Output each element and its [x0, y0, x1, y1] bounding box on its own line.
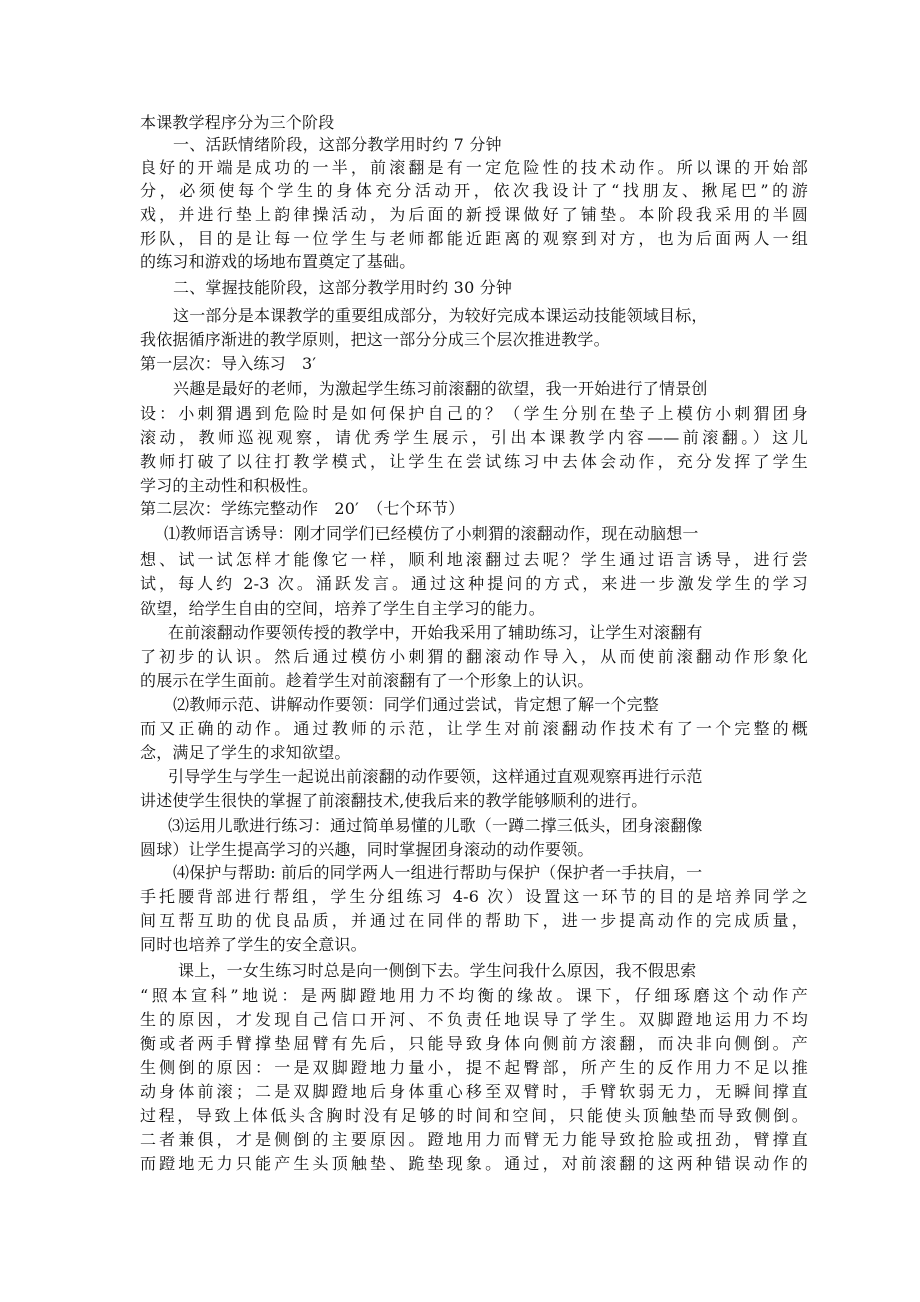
text-line: 了初步的认识。然后通过模仿小刺猬的翻滚动作导入，从而使前滚翻动作形象化: [140, 647, 808, 666]
text-line: 动身体前滚；二是双脚蹬地后身体重心移至双臂时，手臂软弱无力，无瞬间撑直: [140, 1082, 808, 1101]
text-line: 这一部分是本课教学的重要组成部分，为较好完成本课运动技能领域目标，: [173, 306, 708, 325]
text-line: 欲望，给学生自由的空间，培养了学生自主学习的能力。: [140, 599, 546, 618]
text-line: 良好的开端是成功的一半，前滚翻是有一定危险性的技术动作。所以课的开始部: [140, 158, 808, 177]
text-line: 讲述使学生很快的掌握了前滚翻技术,使我后来的教学能够顺利的进行。: [140, 791, 648, 810]
text-line: ⑶运用儿歌进行练习：通过简单易懂的儿歌（一蹲二撑三低头，团身滚翻像: [168, 816, 703, 835]
text-line: 二者兼俱，才是侧倒的主要原因。蹬地用力而臂无力能导致抢脸或扭劲，臂撑直: [140, 1130, 808, 1149]
text-line: 课上，一女生练习时总是向一侧倒下去。学生问我什么原因，我不假思索: [178, 961, 697, 980]
text-line: 而又正确的动作。通过教师的示范，让学生对前滚翻动作技术有了一个完整的概: [140, 719, 808, 738]
text-line: 生的原因，才发现自己信口开河、不负责任地误导了学生。双脚蹬地运用力不均: [140, 1010, 808, 1029]
level-1-heading: 第一层次：导入练习 3′: [140, 354, 317, 373]
text-line: “照本宣科”地说：是两脚蹬地用力不均衡的缘故。课下，仔细琢磨这个动作产: [140, 986, 808, 1005]
text-line: 圆球）让学生提高学习的兴趣，同时掌握团身滚动的动作要领。: [140, 840, 594, 859]
level-2-heading: 第二层次：学练完整动作 20′ （七个环节）: [140, 499, 465, 518]
text-line: 设：小刺猬遇到危险时是如何保护自己的？（学生分别在垫子上模仿小刺猬团身: [140, 404, 808, 423]
text-line: 想、试一试怎样才能像它一样，顺利地滚翻过去呢？学生通过语言诱导，进行尝: [140, 550, 808, 569]
text-line: 滚动，教师巡视观察，请优秀学生展示，引出本课教学内容——前滚翻。）这儿: [140, 428, 808, 447]
text-line: 分，必须使每个学生的身体充分活动开，依次我设计了“找朋友、揪尾巴”的游: [140, 181, 808, 200]
text-line: 手托腰背部进行帮组，学生分组练习 4-6 次）设置这一环节的目的是培养同学之: [140, 887, 808, 906]
text-line: 的练习和游戏的场地布置奠定了基础。: [140, 252, 416, 271]
text-line: 而蹬地无力只能产生头顶触垫、跪垫现象。通过，对前滚翻的这两种错误动作的: [140, 1154, 808, 1173]
text-line: 衡或者两手臂撑垫屈臂有先后，只能导致身体向侧前方滚翻，而决非向侧倒。产: [140, 1034, 808, 1053]
stage-1-heading: 一、活跃情绪阶段，这部分教学用时约 7 分钟: [173, 135, 502, 154]
text-line: ⑵教师示范、讲解动作要领：同学们通过尝试，肯定想了解一个完整: [173, 695, 660, 714]
text-line: 戏，并进行垫上韵律操活动，为后面的新授课做好了铺垫。本阶段我采用的半圆: [140, 205, 808, 224]
text-line: 同时也培养了学生的安全意识。: [140, 935, 367, 954]
text-line: 在前滚翻动作要领传授的教学中，开始我采用了辅助练习，让学生对滚翻有: [168, 623, 703, 642]
text-line: 间互帮互助的优良品质，并通过在同伴的帮助下，进一步提高动作的完成质量，: [140, 911, 808, 930]
text-line: 兴趣是最好的老师，为激起学生练习前滚翻的欲望，我一开始进行了情景创: [173, 379, 708, 398]
text-line: 引导学生与学生一起说出前滚翻的动作要领，这样通过直观观察再进行示范: [168, 767, 703, 786]
text-line: 念，满足了学生的求知欲望。: [140, 743, 351, 762]
text-line: 学习的主动性和积极性。: [140, 476, 319, 495]
text-line: 的展示在学生面前。趁着学生对前滚翻有了一个形象上的认识。: [140, 671, 594, 690]
text-line: 试，每人约 2-3 次。涌跃发言。通过这种提问的方式，来进一步激发学生的学习: [140, 574, 808, 593]
section-heading: 本课教学程序分为三个阶段: [140, 113, 335, 132]
text-line: 生侧倒的原因：一是双脚蹬地力量小，提不起臀部，所产生的反作用力不足以推: [140, 1058, 808, 1077]
text-line: 形队，目的是让每一位学生与老师都能近距离的观察到对方，也为后面两人一组: [140, 229, 808, 248]
text-line: ⑴教师语言诱导：刚才同学们已经模仿了小刺猬的滚翻动作，现在动脑想一: [164, 524, 699, 543]
text-line: 教师打破了以往打教学模式，让学生在尝试练习中去体会动作，充分发挥了学生: [140, 452, 808, 471]
stage-2-heading: 二、掌握技能阶段，这部分教学用时约 30 分钟: [173, 278, 513, 297]
text-line: 我依据循序渐进的教学原则，把这一部分分成三个层次推进教学。: [140, 330, 610, 349]
text-line: ⑷保护与帮助: 前后的同学两人一组进行帮助与保护（保护者一手扶肩，一: [173, 863, 703, 882]
text-line: 过程，导致上体低头含胸时没有足够的时间和空间，只能使头顶触垫而导致侧倒。: [140, 1106, 808, 1125]
